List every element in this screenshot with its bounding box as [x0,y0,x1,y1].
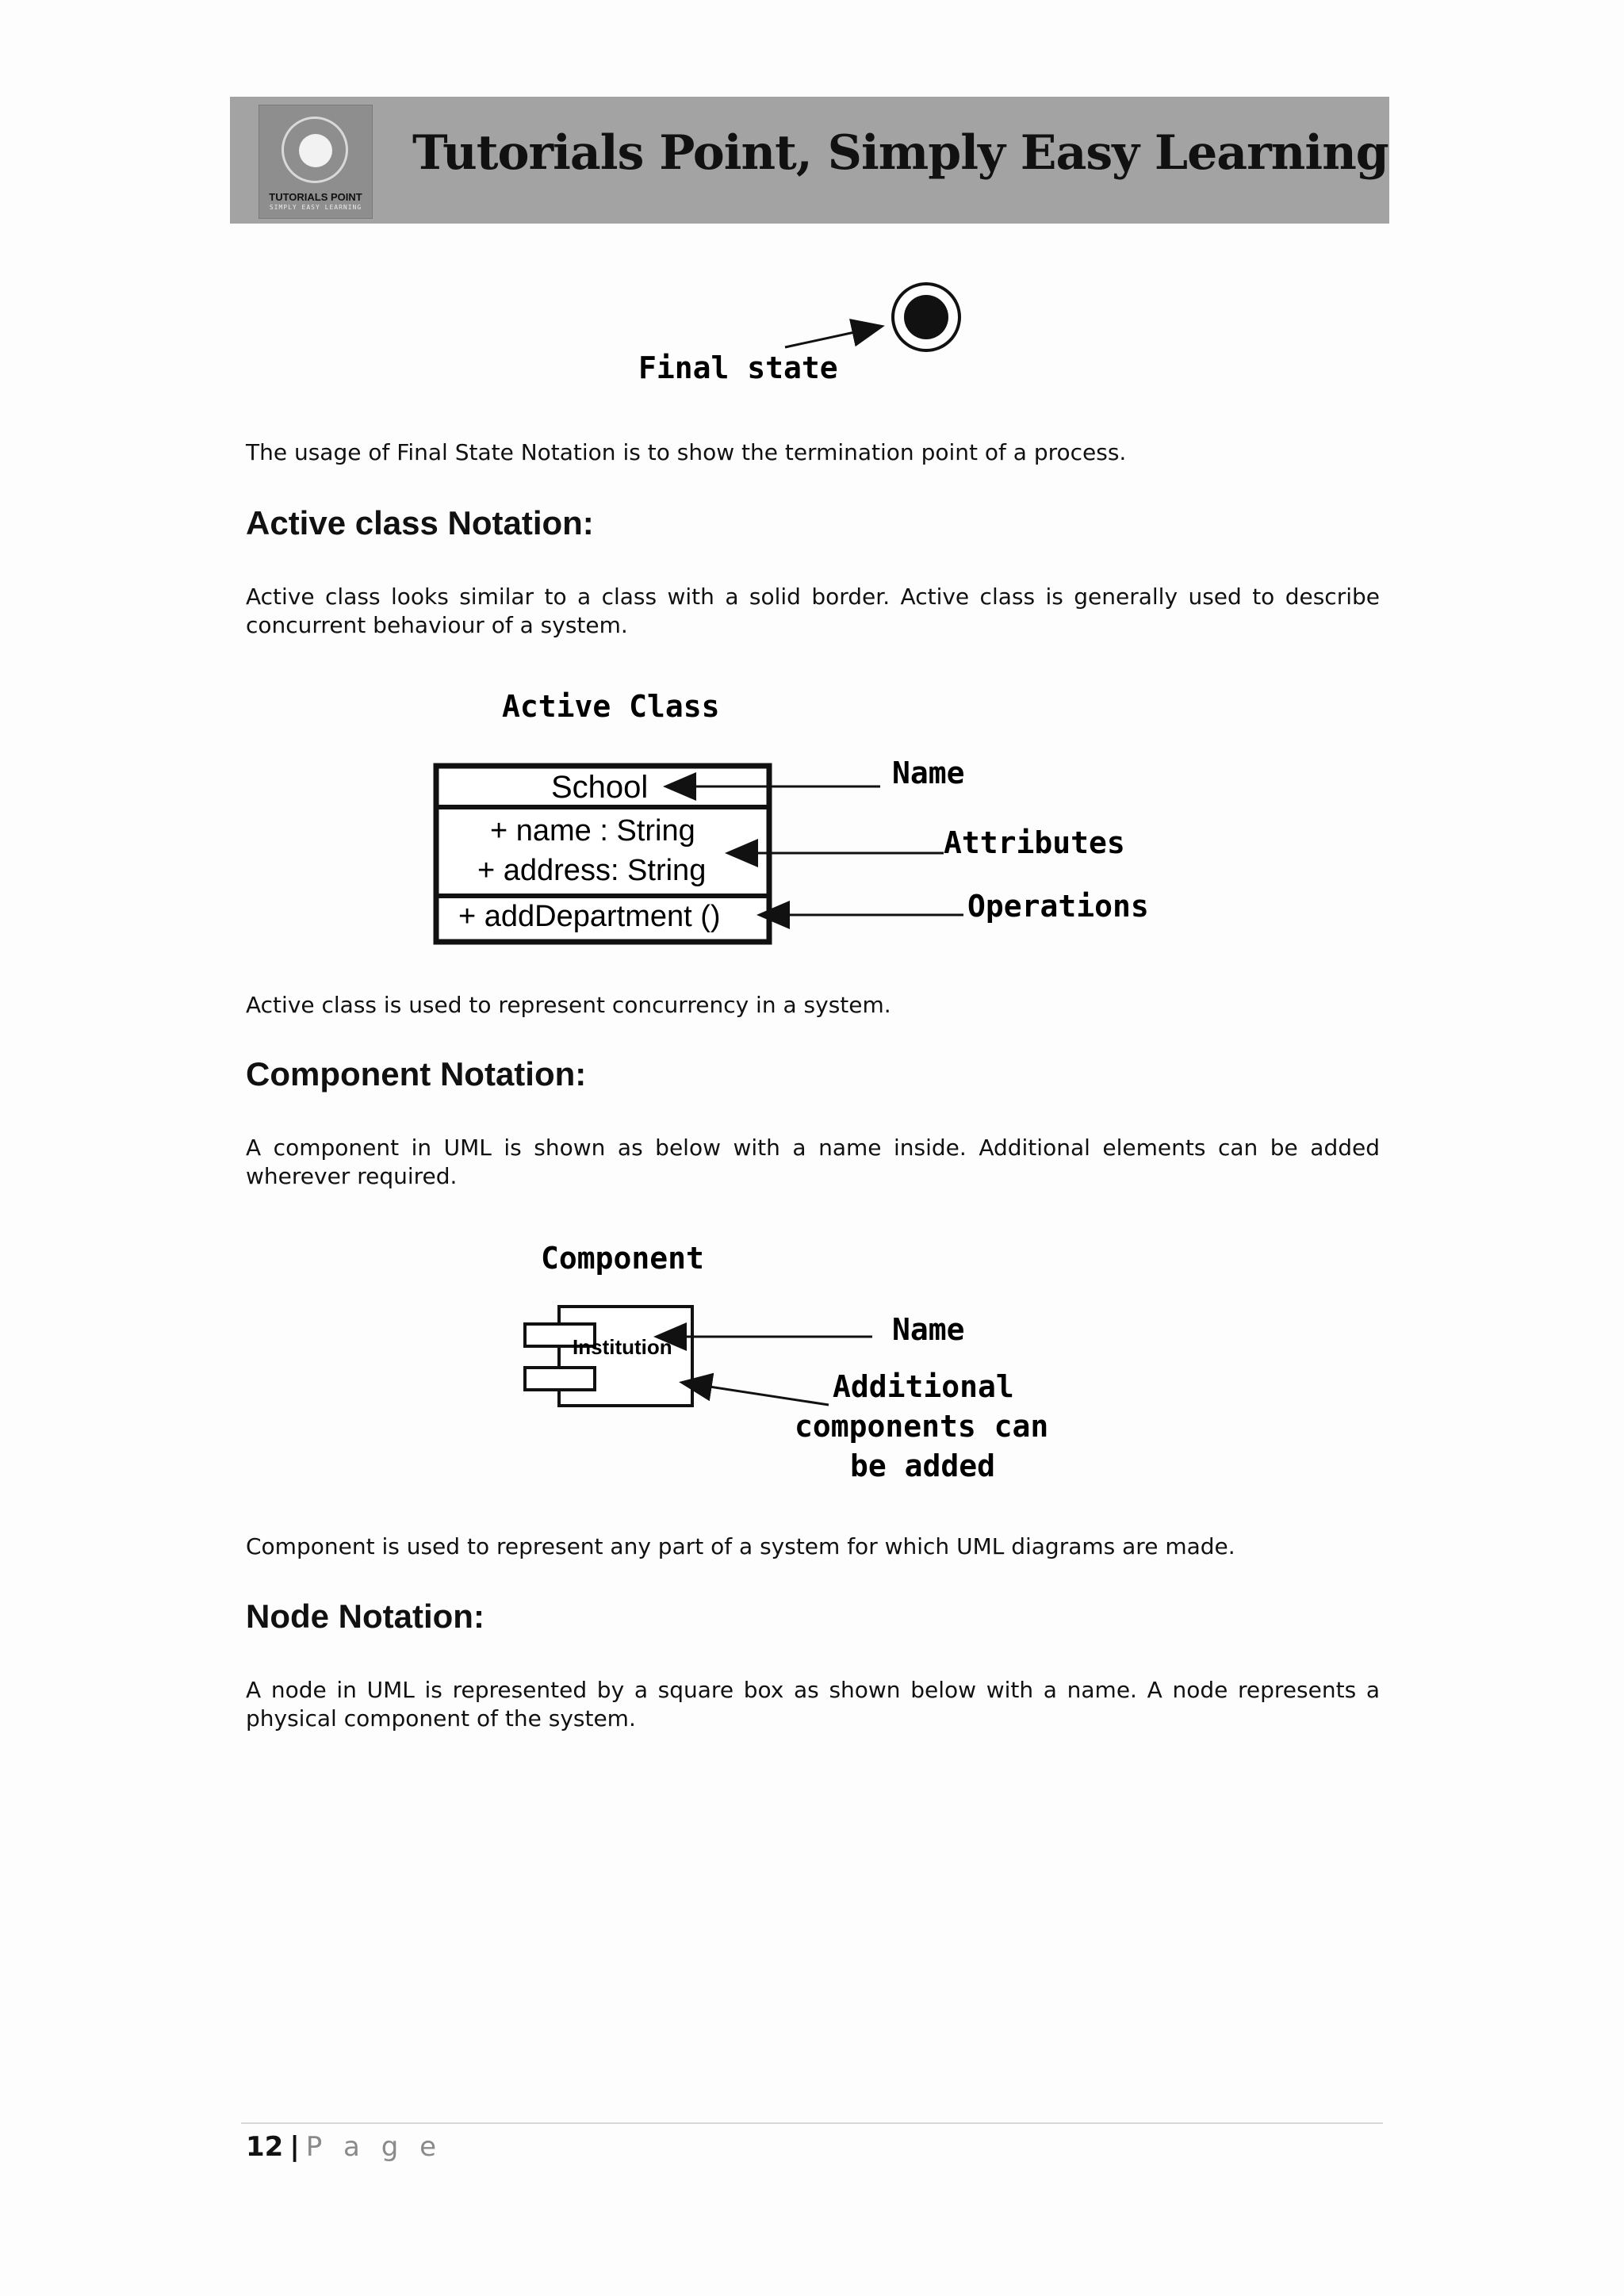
footer-divider [241,2122,1383,2124]
class-attribute-2: + address: String [477,854,707,887]
page-header [230,97,1389,224]
page-number: 12 [246,2131,284,2163]
label-attributes: Attributes [944,825,1125,860]
class-attribute-1: + name : String [490,814,695,848]
page-word: P a g e [305,2131,443,2163]
logo-brand-text: TUTORIALS POINT [269,191,362,203]
component-outro: Component is used to represent any part of a system for which UML diagrams are made. [246,1533,1235,1559]
final-state-inner-circle [904,295,948,339]
logo-tagline: SIMPLY EASY LEARNING [269,204,362,211]
component-intro: A component in UML is shown as below with a name inside. Additional elements can be added wherever required. [246,1135,1380,1189]
component-title: Component [541,1241,704,1276]
node-intro: A node in UML is represented by a square box as shown below with a name. A node represents a physical component of the system. [246,1677,1380,1732]
final-state-label: Final state [638,350,838,385]
component-additional-arrow [684,1383,829,1405]
header-title: Tutorials Point, Simply Easy Learning [412,125,1388,181]
node-heading: Node Notation: [246,1598,485,1635]
active-class-outro: Active class is used to represent concurrency in a system. [246,992,891,1018]
active-class-diagram [428,682,1174,951]
page-footer [246,2131,442,2163]
active-class-title: Active Class [502,689,720,724]
component-diagram [508,1237,1094,1490]
active-class-intro: Active class looks similar to a class with a solid border. Active class is generally used to describe concurrent behaviour of a system. [246,584,1380,638]
component-name-text: Institution [573,1335,672,1359]
component-tab-bottom [525,1368,595,1390]
component-label-additional-2: components can [795,1409,1049,1444]
component-heading: Component Notation: [246,1055,587,1093]
final-state-diagram [626,277,975,396]
logo-emblem-icon [299,134,332,167]
component-label-name: Name [892,1312,965,1347]
page-separator: | [289,2131,300,2163]
component-label-additional-1: Additional [833,1369,1014,1404]
label-operations: Operations [967,889,1149,924]
final-state-description: The usage of Final State Notation is to show the termination point of a process. [246,439,1127,465]
label-name: Name [892,756,965,790]
class-name-text: School [551,770,649,805]
class-operation-1: + addDepartment () [458,900,721,933]
component-label-additional-3: be added [850,1448,996,1483]
active-class-heading: Active class Notation: [246,504,594,541]
tutorials-point-logo [259,105,373,219]
final-state-arrow [785,327,880,347]
